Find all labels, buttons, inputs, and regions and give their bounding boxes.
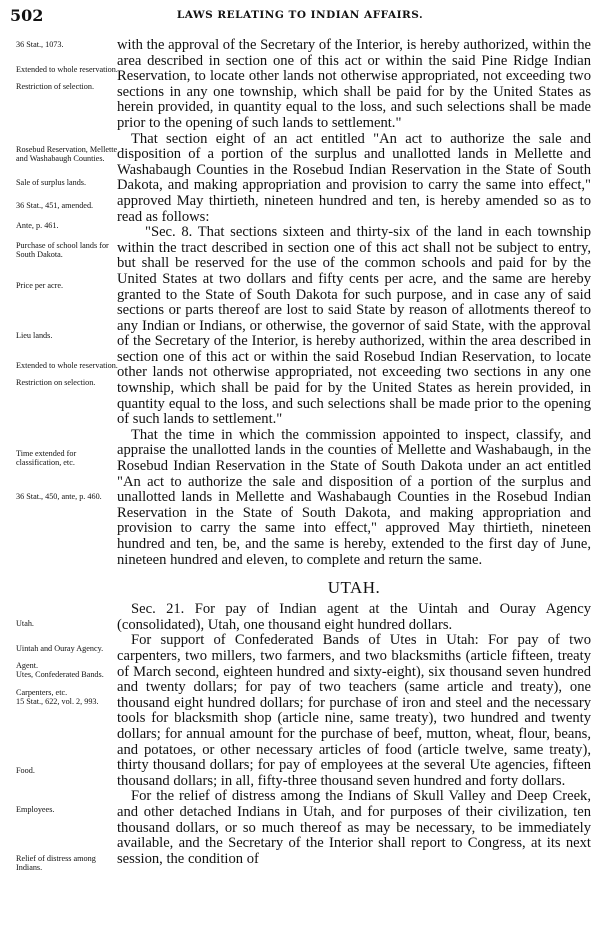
sidenote-citation: 15 Stat., 622, vol. 2, 993. [16, 697, 99, 706]
sidenote-relief: Relief of distress among Indians. [16, 854, 96, 872]
sidenote-price: Price per acre. [16, 281, 64, 290]
paragraph: That the time in which the commission appointed to inspect, classify, and appraise the unallotted lands in the counties of Mellette and Washabaugh, in the Rosebud Indian Reservation in the State of South Dakota under an act entitled "An act to authorize the sale and disposition of a portion of the surplus and unallotted lands in Mellette and Washabaugh Counties in the Rosebud Indian Reservation in the State of South Dakota, and making appropriation and provision to carry the same into effect," approved May thirtieth, nineteen hundred and ten, be, and the same is hereby, extended to the first day of June, nineteen hundred and eleven, to complete and return the same. [117, 426, 591, 568]
sidenote-restriction: Restriction of selection. [16, 82, 94, 91]
sidenote-extended: Extended to whole reservation. [16, 65, 118, 74]
running-header [10, 6, 590, 24]
paragraph: For the relief of distress among the Indians of Skull Valley and Deep Creek, and other detached Indians in Utah, and for purposes of their civilization, ten thousand dollars, or so much thereof as may be necessary, to be immediately available, and the Secretary of the Interior shall report to Congress, at its next session, the condition of [117, 788, 591, 867]
main-text [117, 38, 591, 867]
sidenote-utah: Utah. [16, 619, 34, 628]
quoted-section: "Sec. 8. That sections sixteen and thirty-six of the land in each township within the tract described in section one of this act shall not be subject to entry, but shall be reserved for the use of the common schools and paid for by the United States at two dollars and fifty cents per acre, and the same are hereby granted to the State of South Dakota for such purpose, and in case any of said sections or parts thereof are lost to said State by reason of allotments thereof to any Indian or Indians, or otherwise, the governor of said State, with the approval of the Secretary of the Interior, is hereby authorized, within the area described in section one of this act or within the said Rosebud Indian Reservation, to locate other lands not otherwise appropriated, not exceeding two sections in any one township, which shall be paid for by the United States as herein provided, in quantity equal to the loss, and such selections shall be made prior to the opening of such lands to settlement." [117, 224, 591, 428]
sidenote-citation: 36 Stat., 1073. [16, 40, 64, 49]
sidenote-carpenters: Carpenters, etc. [16, 688, 68, 697]
sidenote-citation: 36 Stat., 450, ante, p. 460. [16, 492, 102, 501]
section-heading: UTAH. [327, 578, 381, 598]
sidenote-agency: Uintah and Ouray Agency. [16, 644, 104, 653]
sidenote-school-lands: Purchase of school lands for South Dakota. [16, 241, 109, 259]
sidenote-citation: 36 Stat., 451, amended. [16, 201, 94, 210]
sidenote-lieu-lands: Lieu lands. [16, 331, 53, 340]
page-number: 502 [10, 6, 44, 25]
paragraph: That section eight of an act entitled "An act to authorize the sale and disposition of a portion of the surplus and unallotted lands in Mellette and Washabaugh Counties in the Rosebud Indian Reservation in the State of South Dakota, and making appropriation and provision to carry the same into effect," approved May thirtieth, nineteen hundred and ten, is hereby amended so as to read as follows: [117, 130, 591, 225]
sidenote-sale: Sale of surplus lands. [16, 178, 87, 187]
paragraph: with the approval of the Secretary of the Interior, is hereby authorized, within the area described in section one of this act or within the said Pine Ridge Indian Reservation, to locate other lands not otherwise appropriated, not exceeding two sections in any one township, which shall be paid for by the United States as herein provided, in quantity equal to the loss, and such selections shall be made prior to the opening of such lands to settlement." [117, 37, 591, 131]
sidenote-reference: Ante, p. 461. [16, 221, 59, 230]
running-title: LAWS RELATING TO INDIAN AFFAIRS. [176, 9, 424, 21]
sidenote-restriction: Restriction on selection. [16, 378, 96, 387]
sidenote-utes: Utes, Confederated Bands. [16, 670, 104, 679]
paragraph: Sec. 21. For pay of Indian agent at the Uintah and Ouray Agency (consolidated), Utah, one thousand eight hundred dollars. [117, 601, 591, 633]
sidenote-agent: Agent. [16, 661, 39, 670]
sidenote-food: Food. [16, 766, 35, 775]
sidenote-employees: Employees. [16, 805, 55, 814]
sidenote-rosebud: Rosebud Reservation, Mellette and Washabaugh Counties. [16, 145, 118, 163]
sidenote-time-extended: Time extended for classification, etc. [16, 449, 77, 467]
paragraph: For support of Confederated Bands of Utes in Utah: For pay of two carpenters, two millers, two farmers, and two blacksmiths (article fifteen, treaty of March second, eighteen hundred and sixty-eight), six thousand seven hundred and twenty dollars; for pay of two teachers (same article and treaty), one thousand eight hundred dollars; for purchase of iron and steel and the necessary tools for blacksmith shop (article nine, same treaty), two hundred and twenty dollars; for annual amount for the purchase of beef, mutton, wheat, flour, beans, and potatoes, or other necessary articles of food (article twelve, same treaty), thirty thousand dollars; for pay of employees at the several Ute agencies, fifteen thousand dollars; in all, fifty-three thousand seven hundred and forty dollars. [117, 632, 591, 789]
sidenote-extended: Extended to whole reservation. [16, 361, 118, 370]
